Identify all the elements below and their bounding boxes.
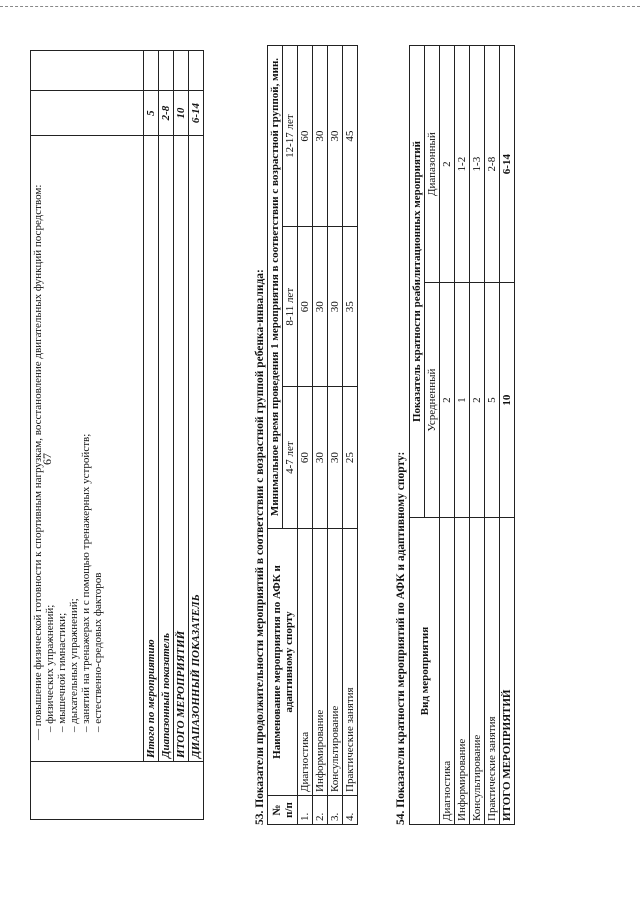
row-value: 30	[328, 227, 343, 387]
row-value: 30	[328, 46, 343, 227]
table-row	[189, 51, 204, 820]
frequency-table	[409, 45, 515, 825]
summary-value: 10	[174, 91, 189, 135]
row-name: Практические занятия	[485, 518, 500, 825]
col-range-header: Диапазонный	[425, 46, 440, 283]
row-name: Практические занятия	[343, 529, 358, 796]
row-name: Диагностика	[298, 529, 313, 796]
table-total-row	[500, 46, 515, 825]
row-avg: 5	[485, 283, 500, 518]
row-name: Консультирование	[328, 529, 343, 796]
col-num-header: № п/п	[268, 796, 298, 825]
row-value: 35	[343, 227, 358, 387]
col-group-header: Минимальное время проведения 1 мероприятия в соответствии с возрастной группой, мин.	[268, 46, 283, 529]
table-row	[440, 46, 455, 825]
scan-edge-line	[0, 6, 640, 7]
row-avg: 2	[440, 283, 455, 518]
row-value: 30	[313, 387, 328, 529]
row-range: 2	[440, 46, 455, 283]
summary-value: 2-8	[159, 91, 174, 135]
table-row	[485, 46, 500, 825]
row-num: 3.	[328, 796, 343, 825]
continuation-table	[30, 50, 204, 820]
summary-label: ДИАПАЗОННЫЙ ПОКАЗАТЕЛЬ	[189, 135, 204, 761]
table-row	[343, 46, 358, 825]
row-value: 30	[313, 227, 328, 387]
row-value: 60	[298, 227, 313, 387]
row-range: 2-8	[485, 46, 500, 283]
row-num: 2.	[313, 796, 328, 825]
row-value: 30	[328, 387, 343, 529]
row-value: 45	[343, 46, 358, 227]
summary-value: 6-14	[189, 91, 204, 135]
table-row	[455, 46, 470, 825]
row-range: 1-3	[470, 46, 485, 283]
row-value: 30	[313, 46, 328, 227]
total-avg: 10	[500, 283, 515, 518]
table-row	[313, 46, 328, 825]
total-name: ИТОГО МЕРОПРИЯТИЙ	[500, 518, 515, 825]
section-54-heading: 54. Показатели кратности мероприятий по АФК и адаптивному спорту:	[395, 451, 407, 825]
row-name: Информирование	[313, 529, 328, 796]
summary-value: 5	[144, 91, 159, 135]
total-range: 6-14	[500, 46, 515, 283]
row-value: 60	[298, 387, 313, 529]
list-item: – физических упражнений;	[44, 604, 56, 733]
intro-line: — повышение физической готовности к спортивным нагрузкам, восстановление двигательных функций посредством:	[32, 184, 44, 741]
duration-table	[267, 45, 358, 825]
table-row	[470, 46, 485, 825]
table-row	[159, 51, 174, 820]
summary-label: Диапазонный показатель	[159, 135, 174, 761]
col-name-header: Наименование мероприятия по АФК и адаптивному спорту	[268, 529, 298, 796]
table-header-row	[410, 46, 425, 825]
age-group-header: 8-11 лет	[283, 227, 298, 387]
row-avg: 1	[455, 283, 470, 518]
table-row	[144, 51, 159, 820]
row-range: 1-2	[455, 46, 470, 283]
measures-description-cell	[31, 135, 144, 761]
row-name: Консультирование	[470, 518, 485, 825]
list-item: – мышечной гимнастики;	[56, 612, 68, 733]
list-item: – естественно-средовых факторов	[92, 572, 104, 733]
row-value: 60	[298, 46, 313, 227]
row-name: Информирование	[455, 518, 470, 825]
row-name: Диагностика	[440, 518, 455, 825]
list-item: – дыхательных упражнений;	[68, 598, 80, 733]
row-value: 25	[343, 387, 358, 529]
col-avg-header: Усредненный	[425, 283, 440, 518]
col-group-header: Показатель кратности реабилитационных мероприятий	[410, 46, 425, 518]
list-item: – занятий на тренажерах и с помощью тренажерных устройств;	[80, 433, 92, 733]
col-kind-header: Вид мероприятия	[410, 518, 440, 825]
age-group-header: 4-7 лет	[283, 387, 298, 529]
table-row	[31, 51, 144, 820]
row-num: 1.	[298, 796, 313, 825]
table-row	[328, 46, 343, 825]
table-header-row	[268, 46, 283, 825]
table-row	[174, 51, 189, 820]
section-53-heading: 53. Показатели продолжительности мероприятий в соответствии с возрастной группой ребенка-инвалида:	[254, 269, 266, 825]
page-number: 67	[40, 453, 54, 465]
row-num: 4.	[343, 796, 358, 825]
summary-label: Итого по мероприятию	[144, 135, 159, 761]
age-group-header: 12-17 лет	[283, 46, 298, 227]
table-row	[298, 46, 313, 825]
summary-label: ИТОГО МЕРОПРИЯТИЙ	[174, 135, 189, 761]
row-avg: 2	[470, 283, 485, 518]
